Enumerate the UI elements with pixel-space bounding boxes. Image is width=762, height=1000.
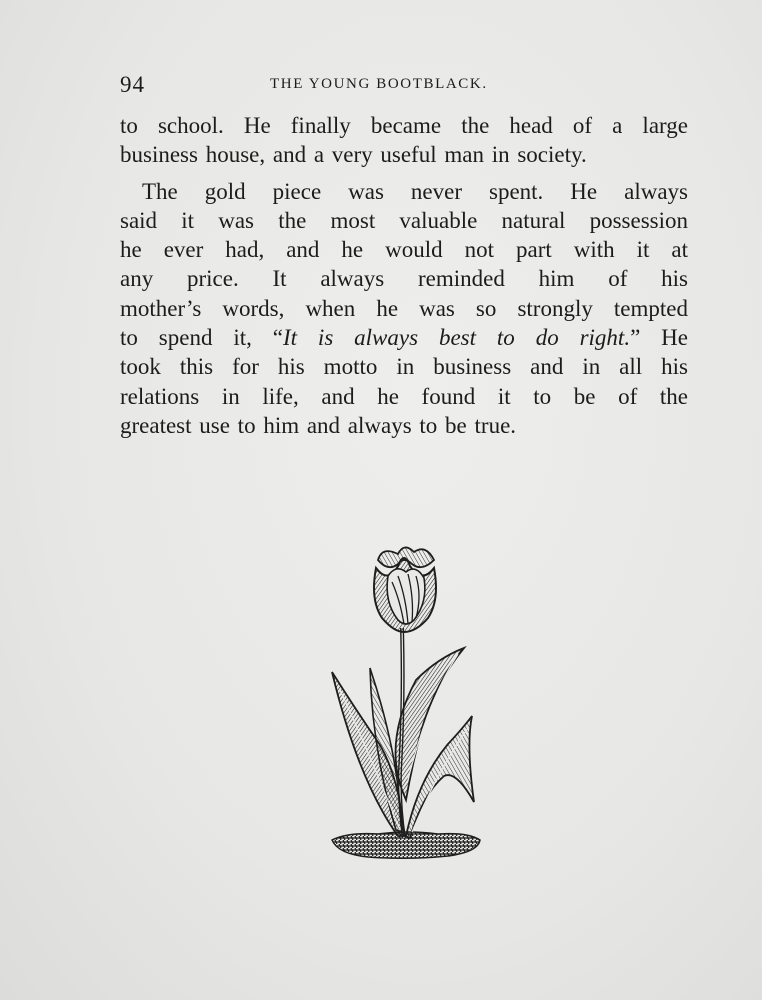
text-line: he ever had, and he would not part with it at — [120, 237, 688, 263]
text-line: any price. It always reminded him of his — [120, 266, 688, 292]
text-line: took this for his motto in business and in all his — [120, 354, 688, 380]
text-line: business house, and a very useful man in society. — [120, 142, 587, 168]
text-line: said it was the most valuable natural possession — [120, 207, 688, 233]
motto-text: It is always best to do right. — [282, 325, 631, 351]
motto-line-suffix: ” He — [630, 325, 689, 351]
text-line: greatest use to him and always to be true. — [120, 412, 517, 438]
motto-line-prefix: to spend it, “ — [120, 325, 283, 351]
page-header — [120, 72, 688, 98]
paragraph-2 — [120, 177, 688, 441]
tulip-engraving-icon — [318, 540, 494, 870]
text-line: to school. He finally became the head of a large — [120, 113, 688, 138]
body-text — [120, 111, 688, 440]
text-line: mother’s words, when he was so strongly tempted — [120, 295, 688, 321]
paragraph-1 — [120, 111, 688, 170]
running-title: THE YOUNG BOOTBLACK. — [270, 76, 488, 92]
page-number: 94 — [120, 72, 145, 97]
motto-line — [120, 323, 688, 352]
text-line: relations in life, and he found it to be of the — [120, 383, 688, 409]
text-line: The gold piece was never spent. He always — [142, 178, 688, 204]
